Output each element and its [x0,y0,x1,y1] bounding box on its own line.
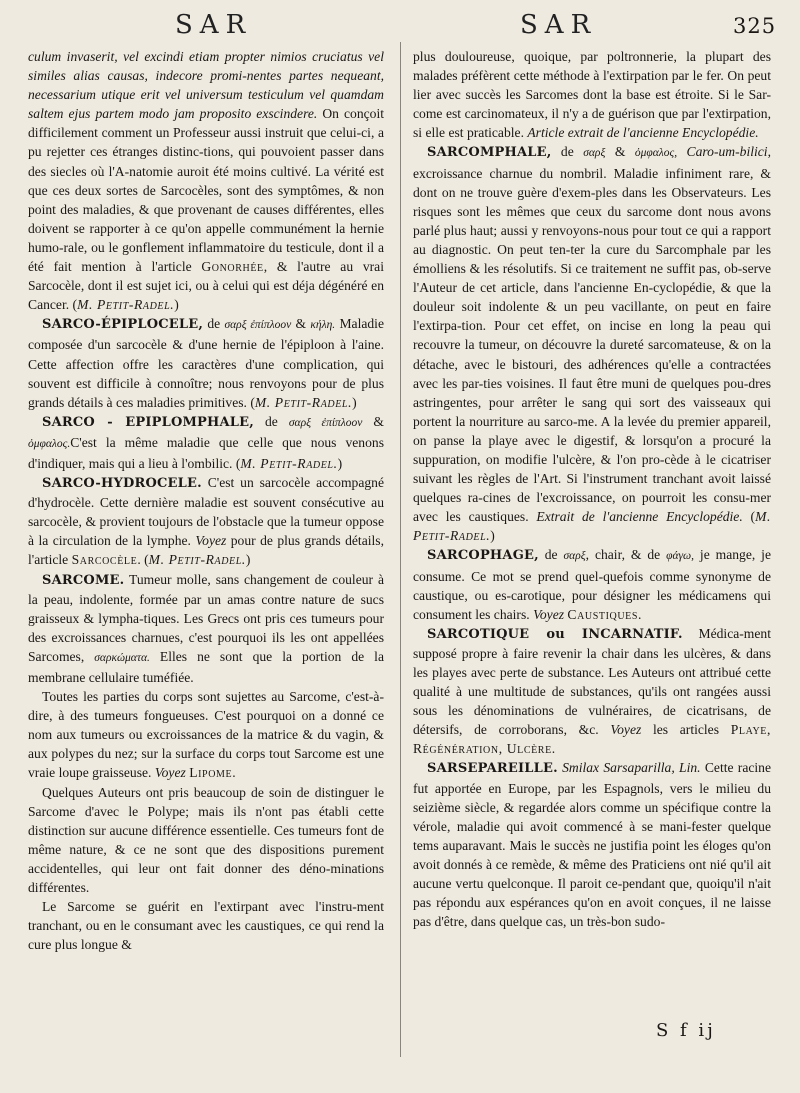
entry-sarcomphale [413,142,771,545]
cross-reference: Gonorhée [201,259,264,275]
running-head-left: SAR [175,10,253,40]
headword: SARCO-ÉPIPLOCELE, [42,317,204,333]
cross-reference: Sarcocèle [71,552,138,568]
author-signature: M. Petit-Radel. [254,394,353,410]
author-signature: M. Petit-Radel. [240,455,338,471]
punctuation: ) [337,455,343,471]
greek-etymology: σαρκώματα. [94,651,150,664]
punctuation: ) [490,528,495,544]
punctuation: ) [352,394,357,410]
latin-quotation: culum invaserit, vel excindi etiam propter nimios cruciatus vel similes alias causas, indecore promi-nentes partes nequeant, necessarium utique erit vel universum testiculum vel quamdam saltem ejus partem modo jam proposito exscindere. [28,49,384,122]
entry-text: plus douloureuse, quoique, par poltronnerie, la plupart des malades préfèrent cette méthode à l'extirpation par le fer. On peut lier avec succès les Sarcomes dont la base est étroite. Si le Sar-come est carcinomateux, il n'y a de guérison que par l'extirpation, si elle est praticable. [413,49,771,141]
punctuation: ) [245,552,251,568]
cross-reference: Playe, Régénération, Ulcère [413,722,772,757]
headword: SARCOPHAGE, [427,548,539,564]
paragraph: Quelques Auteurs ont pris beaucoup de soin de distinguer le Sarcome d'avec le Polype; mais ils n'ont pas établi cette distinction sur aucune différence essentielle. Ces tumeurs font de même nature, & ce ne sont que des dispositions purement accidentelles, qui leur ont fait donner des déno-minations différentes. [28,784,384,896]
greek-etymology: ὀμφαλος. [28,437,71,450]
entry-text: Cette racine fut apportée en Europe, par les Espagnols, vers le milieu du seizième siècle, & regardée alors comme un spécifique contre la vérole, maladie qui avoit commencé à se mani-fester quelque tems auparavant. Mais le succès ne justifia point les éloges qu'on avoit donnés à ce remède, & même des Praticiens ont nié qu'il ait aucune vertu quelconque. Il paroit ce-pendant que, quoiqu'il n'ait pas répondu aux espérances qu'on en avoit conçues, il ne laisse pas d'être, dans quelque cas, un très-bon sudo- [413,760,772,930]
source-citation: Extrait de l'ancienne Encyclopédie. [536,509,743,525]
punctuation: ) [174,297,179,313]
greek-etymology: σαρξ ἐπίπλοον [288,416,363,429]
cross-reference: Lipome [189,765,233,781]
latin-name: Smilax Sarsaparilla, Lin. [557,760,701,776]
entry-text: , excroissance charnue du nombril. Maladie infiniment rare, & dont on ne trouve guère d'exem-ples dans les Observateurs. Les risques sont les mêmes que ceux du sarcome dont nous avons parlé plus haut; aussi y renvoyons-nous pour tout ce qui a rapport au diagnostic. On peut ten-ter la cure du Sarcomphale par les émolliens & les résolutifs. Si ce traitement ne suffit pas, ob-serve l'Auteur de cet article, dans l'ancienne En-cyclopédie, & que la douleur soit indolente & un peu vacillante, on peut en faire l'extirpa-tion. Pour cet effet, on incise en long la peau qui recouvre la tumeur, on découvre la dureté sarcomateuse, & on la détache, avec le bistouri, des adhérences qu'elle a contractées avec les par-ties voisines. Il faut être muni de quelques pou-dres astringentes, pour arrêter le sang qui sort des vaisseaux qui portent la nourriture au sarco-me. A la levée du premier appareil, on panse la playe avec le digestif, & lorsqu'on a procuré la suppuration, on modifie l'ulcère, & l'on pro-cède à le cicatriser suivant les règles de l'Art. Si l'instrument tranchant avoit laissé quelques ra-cines de l'excroissance, on pourroit les consu-mer avec les caustiques. [413,144,771,525]
right-column [413,47,771,931]
author-signature: M. Petit-Radel. [77,297,175,313]
greek-etymology: σαρξ [563,550,586,563]
author-signature: M. Petit-Radel. [148,552,246,568]
author-signature: M. Petit-Radel. [413,509,771,544]
source-citation: Article extrait de l'ancienne Encyclopédie. [527,125,759,141]
entry-text: , chair, & de [585,547,667,563]
paragraph [28,687,384,782]
entry-text: de [551,144,584,160]
entry-text: de [203,316,225,332]
entry-text: de [538,547,564,563]
greek-etymology: σαρξ [583,147,606,160]
entry-sarcophage [413,545,771,623]
voyez-label: Voyez [154,765,186,781]
entry-text: C'est un sarcocèle accompagné d'hydrocèle. Cette dernière maladie est souvent consécutive au sarcocèle, & provient toujours de l'obstacle que la tumeur oppose à la circulation de la lymphe. [28,475,384,549]
entry-text: Maladie composée d'un sarcocèle & d'une hernie de l'épiploon à l'aine. Cette affection offre les caractères d'une complication, qui souvent est difficile à connoître; nous renvoyons pour de plus grands détails à ces maladies primitives. ( [28,316,384,410]
entry-sarco-epiplocele [28,314,384,411]
entry-text: Tumeur molle, sans changement de couleur à la peau, indolente, formée par un amas contre nature de sucs graisseux & lympha-tiques. Les Grecs ont pris ces tumeurs pour des excroissances charnues, c'est pourquoi ils les ont appellées Sarcomes, [28,571,384,664]
entry-sarcotique [413,624,771,759]
entry-text: de [253,413,289,429]
headword: SARSEPAREILLE. [427,761,558,777]
entry-sarco-epiplomphale [28,412,384,473]
voyez-label: Voyez [195,533,227,549]
entry-text: & [291,316,311,332]
paragraph: Le Sarcome se guérit en l'extirpant avec l'instru-ment tranchant, ou en le consumant avec les caustiques, ce qui rend la cure plus longue & [28,899,384,953]
commentary-text: , & l'autre au vrai Sarcocèle, dont il est sujet ici, ou à celui qui est déja dégénéré en Cancer. ( [28,259,384,313]
left-column [28,47,384,954]
latin-name: Caro-um-bilici [677,144,768,160]
headword: SARCOMPHALE, [427,145,552,161]
entry-text: Toutes les parties du corps sont sujettes au Sarcome, c'est-à-dire, à des tumeurs fongueuses. C'est pourquoi on a donné ce nom aux tumeurs ou excroissances de la matrice & du vagin, & aux polypes du nez; sur la surface du corps tout Sarcome est une vraie loupe graisseuse. [28,689,384,781]
headword: SARCO-HYDROCELE. [42,476,202,492]
entry-text: les articles [641,722,731,738]
greek-etymology: σαρξ ἐπίπλοον [224,319,292,332]
column-divider [400,42,401,1057]
headword: SARCOTIQUE ou INCARNATIF. [427,626,683,642]
punctuation: . [638,606,642,622]
entry-text: Elles ne sont que la portion de la membrane cellulaire tuméfiée. [28,648,384,685]
entry-text: Médica-ment supposé propre à faire revenir la chair dans les ulcères, & dans les playes avec perte de substance. Les Auteurs ont attribué cette qualité à une multitude de substances, qu'ils ont rangées aussi sous les dénominations de vulnéraires, de cicatrisans, de détersifs, de corroborans, &c. [413,625,771,738]
entry-sarco-hydrocele [28,473,384,569]
entry-text: je mange, je consume. Ce mot se prend quel-quefois comme synonyme de caustique, ou es-carotique, pour désigner les médicamens qui consument les chairs. [413,547,771,622]
entry-sarsepareille [413,758,771,931]
punctuation: . [232,765,236,781]
paragraph-continued [28,47,384,314]
punctuation: . [551,741,556,757]
voyez-label: Voyez [533,606,565,622]
greek-etymology: κήλη. [310,319,336,332]
entry-text: & [362,413,384,429]
entry-text: C'est la même maladie que celle que nous venons d'indiquer, mais qui a lieu à l'ombilic. ( [28,434,384,471]
entry-text: pour de plus grands détails, l'article [28,533,384,568]
entry-sarcome [28,570,384,688]
greek-etymology: φάγω, [666,550,695,563]
running-head-right: SAR [520,10,598,40]
voyez-label: Voyez [610,722,642,738]
punctuation: ( [742,509,756,525]
commentary-text: On conçoit difficilement comment un Professeur aussi instruit que celui-ci, a pu rejetter ces étranges distinc-tions, qui pouvoient passer dans des siecles où l'A-natomie auroit été moins cultivé. La vérité est que ces deux sortes de Sarcocèles, sont des symptômes, & non point des maladies, & que provenant de causes différentes, elles doivent se rapporter à ce qu'on appelle communément la hernie humo-rale, ou le gonflement inflammatoire du testicule, dont il a été fait mention à l'article [28,106,384,275]
signature-mark: S f ij [656,1020,716,1041]
cross-reference: Caustiques [567,606,639,622]
headword: SARCOME. [42,572,125,588]
paragraph-continued [413,47,771,142]
punctuation: . ( [137,552,149,568]
headword: SARCO - EPIPLOMPHALE, [42,414,254,430]
greek-etymology: ὀμφαλος, [634,147,678,160]
page-number: 325 [733,14,777,38]
entry-text: & [605,144,635,160]
